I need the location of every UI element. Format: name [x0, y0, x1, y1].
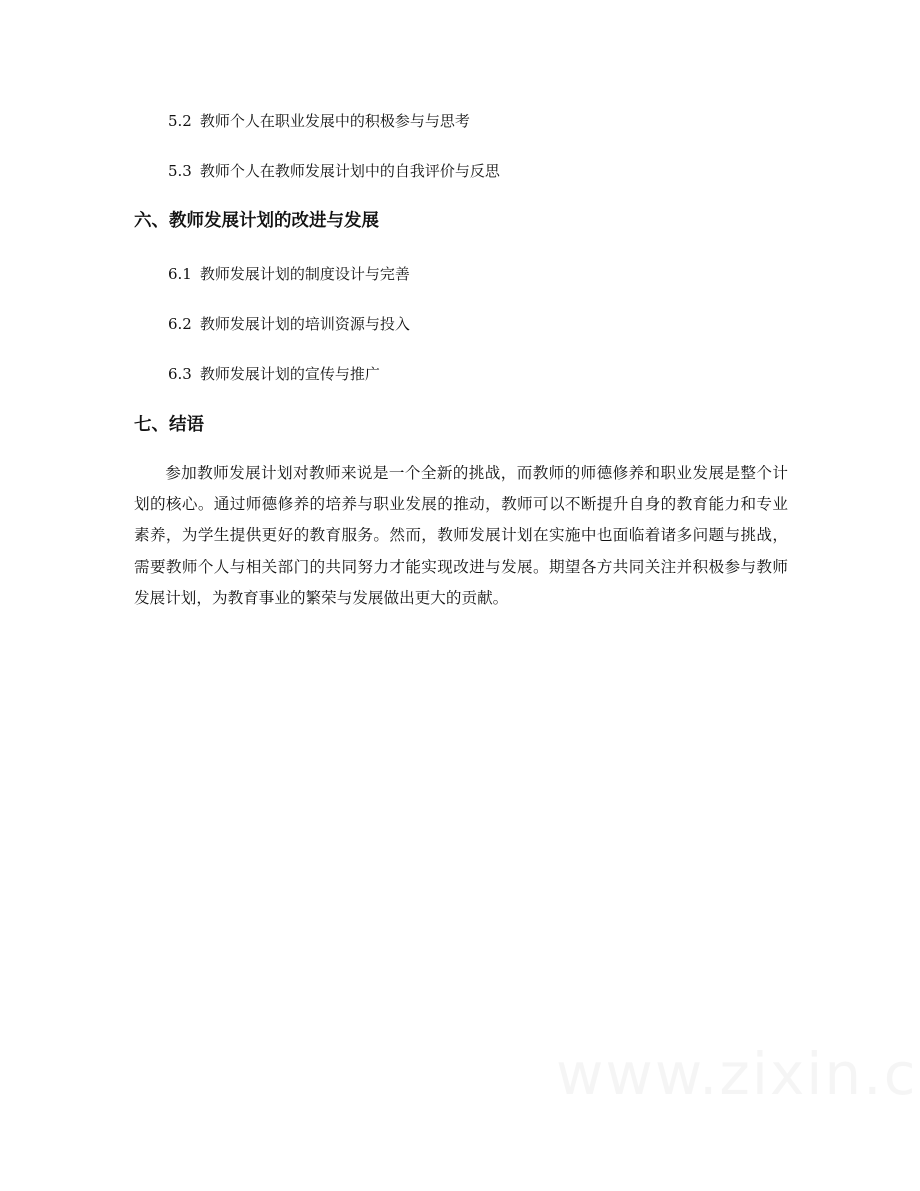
section-heading-6: 六、教师发展计划的改进与发展: [134, 211, 379, 231]
toc-item-6-1: [168, 264, 410, 284]
toc-item-number: 5.2: [168, 112, 192, 130]
toc-item-5-3: [168, 161, 500, 181]
toc-item-number: 5.3: [168, 162, 192, 180]
toc-item-6-3: [168, 364, 380, 384]
toc-item-text: 教师个人在职业发展中的积极参与与思考: [199, 112, 470, 130]
toc-item-text: 教师发展计划的宣传与推广: [199, 365, 380, 383]
toc-item-text: 教师发展计划的培训资源与投入: [199, 315, 410, 333]
watermark: [556, 1040, 920, 1108]
toc-item-text: 教师发展计划的制度设计与完善: [199, 265, 410, 283]
section-heading-7: 七、结语: [134, 415, 204, 435]
toc-item-5-2: [168, 111, 470, 131]
toc-item-number: 6.1: [168, 265, 192, 283]
conclusion-paragraph: 参加教师发展计划对教师来说是一个全新的挑战，而教师的师德修养和职业发展是整个计划的核心。通过师德修养的培养与职业发展的推动，教师可以不断提升自身的教育能力和专业素养，为学生提供更好的教育服务。然而，教师发展计划在实施中也面临着诸多问题与挑战，需要教师个人与相关部门的共同努力才能实现改进与发展。期望各方共同关注并积极参与教师发展计划，为教育事业的繁荣与发展做出更大的贡献。: [134, 464, 788, 607]
toc-item-number: 6.3: [168, 365, 192, 383]
toc-item-number: 6.2: [168, 315, 192, 333]
toc-item-text: 教师个人在教师发展计划中的自我评价与反思: [199, 162, 500, 180]
toc-item-6-2: [168, 314, 410, 334]
